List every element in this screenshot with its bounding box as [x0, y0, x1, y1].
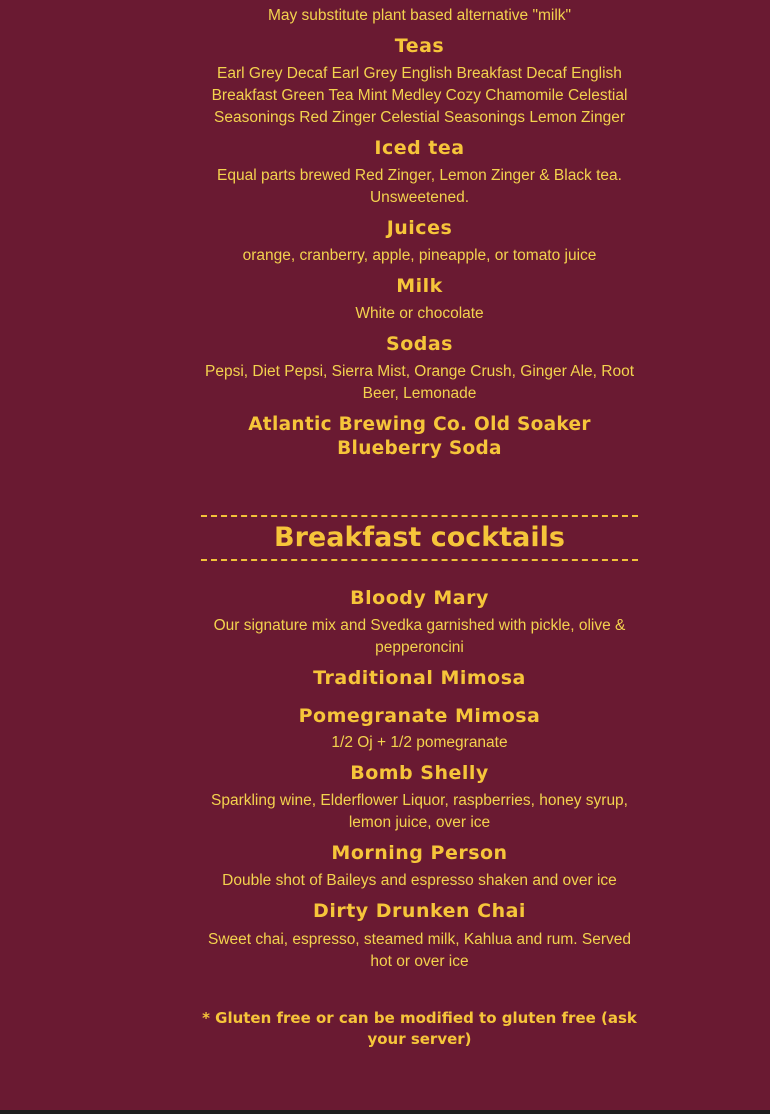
teas-description: Earl Grey Decaf Earl Grey English Breakfast Decaf English Breakfast Green Tea Mint Medley Cozy Chamomile Celestial Seasonings Red Zinger Celestial Seasonings Lemon Zinger	[211, 65, 628, 126]
milk-heading: Milk	[396, 275, 443, 297]
blueberry-soda-heading: Atlantic Brewing Co. Old Soaker Blueberry Soda	[248, 414, 591, 459]
gluten-free-footnote: * Gluten free or can be modified to gluten free (ask your server)	[202, 1009, 637, 1048]
traditional-mimosa-heading: Traditional Mimosa	[313, 667, 526, 689]
section-divider-bottom	[201, 559, 638, 561]
sodas-description: Pepsi, Diet Pepsi, Sierra Mist, Orange Crush, Ginger Ale, Root Beer, Lemonade	[204, 363, 634, 402]
iced-tea-heading: Iced tea	[374, 137, 465, 159]
pomegranate-mimosa-heading: Pomegranate Mimosa	[298, 705, 541, 727]
sodas-heading: Sodas	[386, 333, 453, 355]
milk-description: White or chocolate	[355, 305, 484, 322]
plant-milk-note: May substitute plant based alternative "milk"	[267, 7, 572, 24]
page-bottom-bar	[0, 1110, 770, 1114]
juices-heading: Juices	[386, 217, 453, 239]
morning-person-description: Double shot of Baileys and espresso shaken and over ice	[222, 872, 617, 889]
iced-tea-description: Equal parts brewed Red Zinger, Lemon Zinger & Black tea. Unsweetened.	[217, 167, 622, 206]
bomb-shelly-heading: Bomb Shelly	[350, 762, 489, 784]
menu-column	[201, 0, 638, 1050]
dirty-drunken-chai-heading: Dirty Drunken Chai	[313, 900, 526, 922]
bloody-mary-description: Our signature mix and Svedka garnished with pickle, olive & pepperoncini	[213, 617, 626, 656]
teas-heading: Teas	[394, 35, 445, 57]
bomb-shelly-description: Sparkling wine, Elderflower Liquor, raspberries, honey syrup, lemon juice, over ice	[211, 792, 628, 831]
dirty-drunken-chai-description: Sweet chai, espresso, steamed milk, Kahlua and rum. Served hot or over ice	[207, 931, 631, 970]
pomegranate-mimosa-description: 1/2 Oj + 1/2 pomegranate	[331, 734, 508, 751]
breakfast-cocktails-title: Breakfast cocktails	[274, 522, 565, 553]
bloody-mary-heading: Bloody Mary	[350, 587, 489, 609]
morning-person-heading: Morning Person	[331, 842, 508, 864]
juices-description: orange, cranberry, apple, pineapple, or tomato juice	[242, 247, 597, 264]
